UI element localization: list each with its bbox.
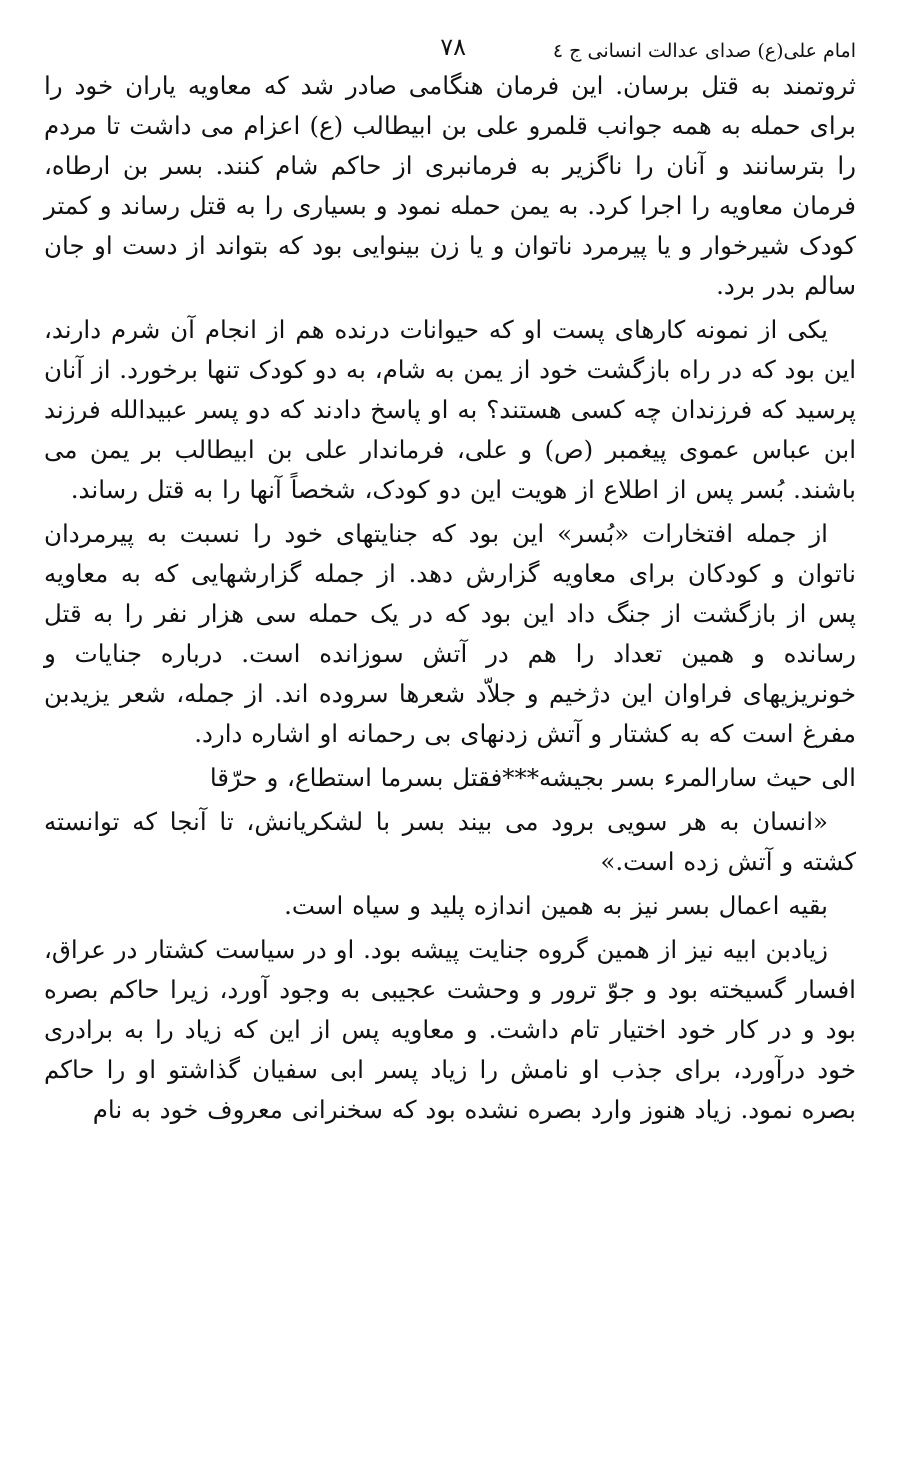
paragraph: زیادبن ابیه نیز از همین گروه جنایت پیشه بود. او در سیاست کشتار در عراق، افسار گسیخته بود و جوّ ترور و وحشت عجیبی به وجود آورد، زیرا حاکم بصره بود و در کار خود اختیار تام داشت. و معاویه پس از این که زیاد را به برادری خود درآورد، برای جذب او نامش را زیاد پسر ابی سفیان گذاشتو او را حاکم بصره نمود. زیاد هنوز وارد بصره نشده بود که سخنرانی معروف خود به نام xyxy=(44,935,856,1124)
page-header xyxy=(44,26,856,66)
poem-verse: الی حیث سارالمرء بسر بجیشه***فقتل بسرما استطاع، و حرّقا xyxy=(209,763,856,792)
page-number: ۷۸ xyxy=(440,33,466,61)
body-text xyxy=(44,66,856,1130)
book-page xyxy=(44,26,856,1479)
paragraph: بقیه اعمال بسر نیز به همین اندازه پلید و سیاه است. xyxy=(284,891,828,920)
running-title: امام علی(ع) صدای عدالت انسانی ج ٤ xyxy=(552,40,856,62)
paragraph: یکی از نمونه کارهای پست او که حیوانات درنده هم از انجام آن شرم دارند، این بود که در راه بازگشت خود از یمن به شام، به دو کودک تنها برخورد. از آنان پرسید که فرزندان چه کسی هستند؟ به او پاسخ دادند که دو پسر عبیدالله فرزند ابن عباس عموی پیغمبر (ص) و علی، فرماندار علی بن ابیطالب بر یمن می باشند. بُسر پس از اطلاع از هویت این دو کودک، شخصاً آنها را به قتل رساند. xyxy=(44,315,856,504)
paragraph: ثروتمند به قتل برسان. این فرمان هنگامی صادر شد که معاویه یاران خود را برای حمله به همه جوانب قلمرو علی بن ابیطالب (ع) اعزام می داشت تا مردم را بترسانند و آنان را ناگزیر به فرمانبری از حاکم شام کنند. بسر بن ارطاه، فرمان معاویه را اجرا کرد. به یمن حمله نمود و بسیاری را به قتل رساند و کمتر کودک شیرخوار و یا پیرمرد ناتوان و یا زن بینوایی بود که بتواند از دست او جان سالم بدر برد. xyxy=(44,71,856,300)
verse-translation: «انسان به هر سویی برود می بیند بسر با لشکریانش، تا آنجا که توانسته کشته و آتش زده است.» xyxy=(44,807,856,876)
paragraph: از جمله افتخارات «بُسر» این بود که جنایتهای خود را نسبت به پیرمردان ناتوان و کودکان برای معاویه گزارش دهد. از جمله گزارشهایی که به معاویه پس از بازگشت از جنگ داد این بود که در یک حمله سی هزار نفر را به قتل رسانده و همین تعداد را هم در آتش سوزانده است. درباره جنایات و خونریزیهای فراوان این دژخیم و جلاّد شعرها سروده اند. از جمله، شعر یزیدبن مفرغ است که به کشتار و آتش زدنهای بی رحمانه او اشاره دارد. xyxy=(44,519,856,748)
